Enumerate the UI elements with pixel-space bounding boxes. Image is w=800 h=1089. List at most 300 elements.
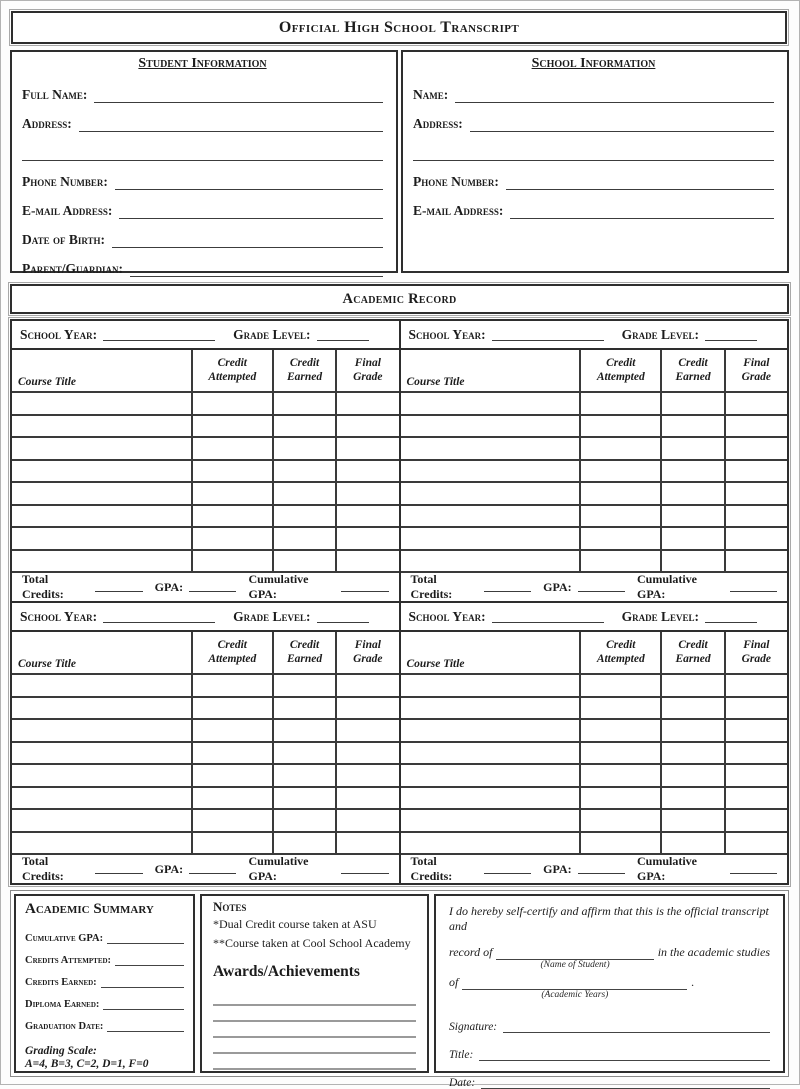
course-cell[interactable] (401, 550, 581, 573)
dob-field (22, 219, 383, 248)
title-label: Title: (449, 1049, 474, 1061)
course-cell[interactable] (12, 392, 192, 415)
course-cell[interactable] (661, 437, 724, 460)
course-row (401, 482, 788, 505)
course-cell[interactable] (580, 787, 661, 810)
grade-level-line[interactable] (317, 610, 369, 623)
course-cell[interactable] (580, 460, 661, 483)
course-cell[interactable] (580, 832, 661, 855)
school-year-line[interactable] (492, 610, 604, 623)
student-name-line[interactable] (496, 949, 653, 970)
dob-line[interactable] (112, 234, 383, 248)
course-row (401, 437, 788, 460)
course-cell[interactable] (401, 764, 581, 787)
course-cell[interactable] (336, 415, 398, 438)
gpa-line[interactable] (578, 580, 625, 592)
course-cell[interactable] (580, 505, 661, 528)
course-cell[interactable] (580, 764, 661, 787)
course-cell[interactable] (661, 764, 724, 787)
certification-statement: I do hereby self-certify and affirm that this is the official transcript and (449, 904, 769, 933)
course-cell[interactable] (273, 415, 336, 438)
cumulative-gpa-line[interactable] (341, 580, 388, 592)
course-cell[interactable] (725, 674, 787, 697)
col-credit-attempted: Credit Attempted (580, 350, 661, 392)
course-cell[interactable] (192, 697, 273, 720)
course-cell[interactable] (336, 674, 398, 697)
summary-cumulative-gpa-field (25, 922, 184, 944)
course-cell[interactable] (661, 550, 724, 573)
course-cell[interactable] (12, 505, 192, 528)
course-cell[interactable] (336, 764, 398, 787)
course-cell[interactable] (580, 674, 661, 697)
course-cell[interactable] (336, 550, 398, 573)
school-year-line[interactable] (103, 328, 215, 341)
signature-line[interactable] (503, 1023, 770, 1033)
student-address-field (22, 103, 383, 132)
course-cell[interactable] (725, 527, 787, 550)
dob-label: Date of Birth: (22, 232, 106, 247)
academic-studies-text: in the academic studies (657, 945, 770, 959)
course-cell[interactable] (401, 460, 581, 483)
student-email-label: E-mail Address: (22, 203, 113, 218)
course-table-term1 (12, 350, 399, 573)
course-cell[interactable] (192, 742, 273, 765)
course-cell[interactable] (401, 832, 581, 855)
course-cell[interactable] (401, 392, 581, 415)
guardian-field (22, 248, 383, 277)
course-table-term3 (401, 350, 788, 573)
cumulative-gpa-line[interactable] (730, 862, 777, 874)
course-cell[interactable] (661, 482, 724, 505)
course-cell[interactable] (580, 415, 661, 438)
summary-credits-earned-line[interactable] (101, 978, 184, 988)
student-phone-label: Phone Number: (22, 174, 108, 189)
course-cell[interactable] (336, 437, 398, 460)
gpa-label: GPA: (543, 579, 572, 594)
course-cell[interactable] (12, 550, 192, 573)
summary-graduation-date-label: Graduation Date: (25, 1021, 104, 1032)
grading-scale-values: A=4, B=3, C=2, D=1, F=0 (25, 1058, 149, 1070)
course-cell[interactable] (192, 482, 273, 505)
school-year-line[interactable] (103, 610, 215, 623)
course-row (12, 392, 399, 415)
course-cell[interactable] (401, 697, 581, 720)
course-cell[interactable] (336, 832, 398, 855)
course-cell[interactable] (661, 787, 724, 810)
course-cell[interactable] (192, 460, 273, 483)
signature-label: Signature: (449, 1021, 498, 1033)
school-phone-field (413, 161, 774, 190)
course-cell[interactable] (12, 415, 192, 438)
course-row (12, 764, 399, 787)
course-cell[interactable] (661, 527, 724, 550)
course-row (401, 550, 788, 573)
course-cell[interactable] (12, 527, 192, 550)
course-cell[interactable] (580, 392, 661, 415)
course-cell[interactable] (12, 742, 192, 765)
course-cell[interactable] (725, 415, 787, 438)
col-course-title: Course Title (12, 350, 192, 392)
course-cell[interactable] (661, 719, 724, 742)
grade-level-label: Grade Level: (621, 608, 700, 624)
course-row (401, 527, 788, 550)
course-cell[interactable] (192, 392, 273, 415)
school-address-label: Address: (413, 116, 463, 131)
course-cell[interactable] (725, 832, 787, 855)
school-email-label: E-mail Address: (413, 203, 504, 218)
grade-level-label: Grade Level: (233, 326, 311, 342)
school-phone-line[interactable] (506, 176, 774, 190)
course-row (401, 742, 788, 765)
awards-heading: Awards/Achievements (213, 963, 360, 981)
course-row (12, 742, 399, 765)
course-cell[interactable] (401, 787, 581, 810)
school-year-label: School Year: (20, 326, 98, 342)
course-header-row (12, 350, 399, 392)
course-cell[interactable] (192, 674, 273, 697)
course-row (401, 809, 788, 832)
school-year-label: School Year: (408, 326, 486, 342)
course-cell[interactable] (661, 392, 724, 415)
course-cell[interactable] (192, 832, 273, 855)
course-cell[interactable] (273, 809, 336, 832)
student-email-field (22, 190, 383, 219)
total-credits-line[interactable] (484, 580, 531, 592)
course-cell[interactable] (192, 787, 273, 810)
course-cell[interactable] (12, 674, 192, 697)
summary-diploma-earned-field (25, 988, 184, 1010)
student-info-heading: Student Information (138, 56, 267, 71)
course-cell[interactable] (336, 505, 398, 528)
course-cell[interactable] (336, 460, 398, 483)
course-cell[interactable] (273, 832, 336, 855)
term2-year-row (12, 603, 399, 632)
course-row (401, 719, 788, 742)
school-year-label: School Year: (20, 608, 98, 624)
school-phone-label: Phone Number: (413, 174, 499, 189)
cumulative-gpa-label: Cumulative GPA: (248, 854, 309, 883)
course-row (401, 787, 788, 810)
full-name-label: Full Name: (22, 87, 88, 102)
notes-heading: Notes (213, 899, 247, 914)
summary-credits-attempted-label: Credits Attempted: (25, 955, 112, 966)
school-address2-line[interactable] (413, 147, 774, 161)
col-credit-earned: Credit Earned (273, 632, 336, 674)
course-cell[interactable] (580, 550, 661, 573)
course-cell[interactable] (725, 392, 787, 415)
award-blank-line[interactable] (213, 1054, 416, 1070)
total-credits-label: Total Credits: (22, 572, 64, 601)
course-cell[interactable] (580, 437, 661, 460)
course-cell[interactable] (401, 415, 581, 438)
title-field (449, 1033, 770, 1061)
summary-graduation-date-line[interactable] (107, 1022, 184, 1032)
course-cell[interactable] (401, 742, 581, 765)
course-cell[interactable] (401, 674, 581, 697)
course-row (401, 460, 788, 483)
course-cell[interactable] (580, 809, 661, 832)
course-cell[interactable] (336, 392, 398, 415)
term3-totals-row (401, 573, 788, 603)
course-row (12, 832, 399, 855)
grade-level-line[interactable] (705, 328, 757, 341)
gpa-line[interactable] (578, 862, 625, 874)
course-cell[interactable] (580, 482, 661, 505)
course-row (12, 809, 399, 832)
full-name-line[interactable] (94, 89, 383, 103)
course-cell[interactable] (725, 742, 787, 765)
col-final-grade: Final Grade (336, 632, 398, 674)
col-credit-earned: Credit Earned (273, 350, 336, 392)
course-cell[interactable] (336, 742, 398, 765)
course-cell[interactable] (273, 787, 336, 810)
student-info-panel (10, 50, 398, 276)
course-cell[interactable] (192, 527, 273, 550)
total-credits-label: Total Credits: (22, 854, 64, 883)
school-name-label: Name: (413, 87, 449, 102)
record-column-left (12, 321, 399, 883)
course-cell[interactable] (12, 697, 192, 720)
col-credit-attempted: Credit Attempted (580, 632, 661, 674)
course-row (12, 697, 399, 720)
course-cell[interactable] (192, 437, 273, 460)
course-cell[interactable] (401, 505, 581, 528)
course-cell[interactable] (661, 697, 724, 720)
col-course-title: Course Title (401, 350, 581, 392)
summary-diploma-earned-line[interactable] (103, 1000, 184, 1010)
course-header-row (401, 632, 788, 674)
academic-years-line[interactable] (462, 979, 687, 1000)
course-cell[interactable] (192, 505, 273, 528)
grade-level-line[interactable] (317, 328, 369, 341)
award-blank-line[interactable] (213, 1006, 416, 1022)
course-cell[interactable] (192, 550, 273, 573)
course-cell[interactable] (273, 697, 336, 720)
name-of-student-caption: (Name of Student) (540, 960, 610, 970)
course-row (401, 505, 788, 528)
guardian-label: Parent/Guardian: (22, 261, 123, 276)
course-cell[interactable] (725, 505, 787, 528)
course-row (401, 697, 788, 720)
col-credit-attempted: Credit Attempted (192, 632, 273, 674)
course-cell[interactable] (273, 392, 336, 415)
course-cell[interactable] (336, 482, 398, 505)
course-row (401, 415, 788, 438)
academic-summary-heading: Academic Summary (25, 901, 154, 917)
course-cell[interactable] (661, 460, 724, 483)
course-cell[interactable] (192, 764, 273, 787)
grade-level-line[interactable] (705, 610, 757, 623)
course-cell[interactable] (725, 437, 787, 460)
course-cell[interactable] (401, 527, 581, 550)
title-line[interactable] (479, 1051, 770, 1061)
col-course-title: Course Title (12, 632, 192, 674)
academic-record-band (10, 284, 789, 314)
course-cell[interactable] (661, 832, 724, 855)
course-cell[interactable] (273, 460, 336, 483)
school-email-line[interactable] (510, 205, 774, 219)
course-cell[interactable] (12, 460, 192, 483)
course-table-term4 (401, 632, 788, 855)
school-address-line[interactable] (470, 118, 774, 132)
course-cell[interactable] (661, 674, 724, 697)
course-cell[interactable] (273, 742, 336, 765)
course-cell[interactable] (273, 550, 336, 573)
course-cell[interactable] (725, 550, 787, 573)
gpa-line[interactable] (189, 580, 236, 592)
course-cell[interactable] (273, 527, 336, 550)
course-cell[interactable] (725, 764, 787, 787)
term4-totals-row (401, 855, 788, 883)
course-cell[interactable] (336, 527, 398, 550)
total-credits-line[interactable] (95, 580, 142, 592)
signature-field (449, 1005, 770, 1033)
total-credits-label: Total Credits: (410, 854, 453, 883)
school-info-heading: School Information (531, 56, 656, 71)
course-cell[interactable] (725, 809, 787, 832)
award-blank-line[interactable] (213, 990, 416, 1006)
info-section (10, 50, 789, 276)
course-cell[interactable] (192, 719, 273, 742)
term3-year-row (401, 321, 788, 350)
course-cell[interactable] (273, 482, 336, 505)
student-address2-line[interactable] (22, 147, 383, 161)
school-address-field (413, 103, 774, 132)
total-credits-line[interactable] (95, 862, 142, 874)
grade-level-label: Grade Level: (233, 608, 311, 624)
record-column-right (399, 321, 788, 883)
course-row (12, 415, 399, 438)
course-cell[interactable] (336, 809, 398, 832)
col-course-title: Course Title (401, 632, 581, 674)
grading-scale-label: Grading Scale: (25, 1045, 97, 1057)
gpa-line[interactable] (189, 862, 236, 874)
course-cell[interactable] (661, 742, 724, 765)
academic-record-section (10, 319, 789, 885)
course-cell[interactable] (725, 460, 787, 483)
course-cell[interactable] (725, 719, 787, 742)
school-year-line[interactable] (492, 328, 604, 341)
course-cell[interactable] (661, 809, 724, 832)
summary-diploma-earned-label: Diploma Earned: (25, 999, 100, 1010)
cumulative-gpa-label: Cumulative GPA: (248, 572, 309, 601)
date-line[interactable] (481, 1079, 770, 1089)
summary-cumulative-gpa-line[interactable] (107, 934, 184, 944)
course-cell[interactable] (12, 787, 192, 810)
course-cell[interactable] (580, 527, 661, 550)
course-row (12, 482, 399, 505)
course-cell[interactable] (192, 809, 273, 832)
summary-credits-attempted-line[interactable] (115, 956, 184, 966)
col-final-grade: Final Grade (725, 350, 787, 392)
term1-totals-row (12, 573, 399, 603)
date-label: Date: (449, 1077, 476, 1089)
term2-totals-row (12, 855, 399, 883)
col-final-grade: Final Grade (725, 632, 787, 674)
course-cell[interactable] (12, 832, 192, 855)
school-info-panel (401, 50, 789, 273)
cumulative-gpa-label: Cumulative GPA: (636, 572, 697, 601)
grade-level-label: Grade Level: (621, 326, 700, 342)
awards-blank-lines (213, 990, 416, 1070)
course-cell[interactable] (336, 697, 398, 720)
course-row (12, 787, 399, 810)
course-cell[interactable] (401, 437, 581, 460)
note-dual-credit: *Dual Credit course taken at ASU (213, 917, 377, 931)
course-header-row (12, 632, 399, 674)
certification-panel (434, 894, 785, 1089)
summary-credits-earned-label: Credits Earned: (25, 977, 97, 988)
term1-year-row (12, 321, 399, 350)
course-cell[interactable] (336, 787, 398, 810)
col-final-grade: Final Grade (336, 350, 398, 392)
course-cell[interactable] (336, 719, 398, 742)
course-cell[interactable] (661, 415, 724, 438)
course-cell[interactable] (401, 719, 581, 742)
course-row (401, 764, 788, 787)
summary-cumulative-gpa-label: Cumulative GPA: (25, 933, 104, 944)
course-cell[interactable] (12, 764, 192, 787)
course-cell[interactable] (273, 437, 336, 460)
summary-credits-earned-field (25, 966, 184, 988)
school-name-line[interactable] (455, 89, 774, 103)
course-cell[interactable] (725, 697, 787, 720)
total-credits-label: Total Credits: (410, 572, 453, 601)
award-blank-line[interactable] (213, 1022, 416, 1038)
title-box (11, 11, 787, 44)
course-cell[interactable] (273, 719, 336, 742)
course-cell[interactable] (12, 437, 192, 460)
course-cell[interactable] (12, 482, 192, 505)
student-phone-field (22, 161, 383, 190)
course-row (12, 719, 399, 742)
course-row (12, 527, 399, 550)
course-cell[interactable] (273, 674, 336, 697)
summary-graduation-date-field (25, 1010, 184, 1032)
course-row (401, 832, 788, 855)
school-year-label: School Year: (408, 608, 486, 624)
course-cell[interactable] (725, 482, 787, 505)
course-cell[interactable] (401, 809, 581, 832)
award-blank-line[interactable] (213, 1038, 416, 1054)
total-credits-line[interactable] (484, 862, 531, 874)
course-row (401, 674, 788, 697)
academic-years-caption: (Academic Years) (541, 990, 609, 1000)
course-cell[interactable] (12, 809, 192, 832)
cumulative-gpa-line[interactable] (341, 862, 388, 874)
course-cell[interactable] (580, 742, 661, 765)
course-cell[interactable] (580, 719, 661, 742)
full-name-field (22, 74, 383, 103)
course-cell[interactable] (273, 764, 336, 787)
term4-year-row (401, 603, 788, 632)
guardian-line[interactable] (130, 263, 383, 277)
course-row (12, 505, 399, 528)
course-cell[interactable] (580, 697, 661, 720)
course-cell[interactable] (401, 482, 581, 505)
cumulative-gpa-line[interactable] (730, 580, 777, 592)
course-cell[interactable] (192, 415, 273, 438)
course-cell[interactable] (12, 719, 192, 742)
course-cell[interactable] (661, 505, 724, 528)
student-email-line[interactable] (119, 205, 383, 219)
course-cell[interactable] (273, 505, 336, 528)
course-cell[interactable] (725, 787, 787, 810)
course-header-row (401, 350, 788, 392)
student-phone-line[interactable] (115, 176, 383, 190)
student-address-line[interactable] (79, 118, 383, 132)
course-row (12, 437, 399, 460)
